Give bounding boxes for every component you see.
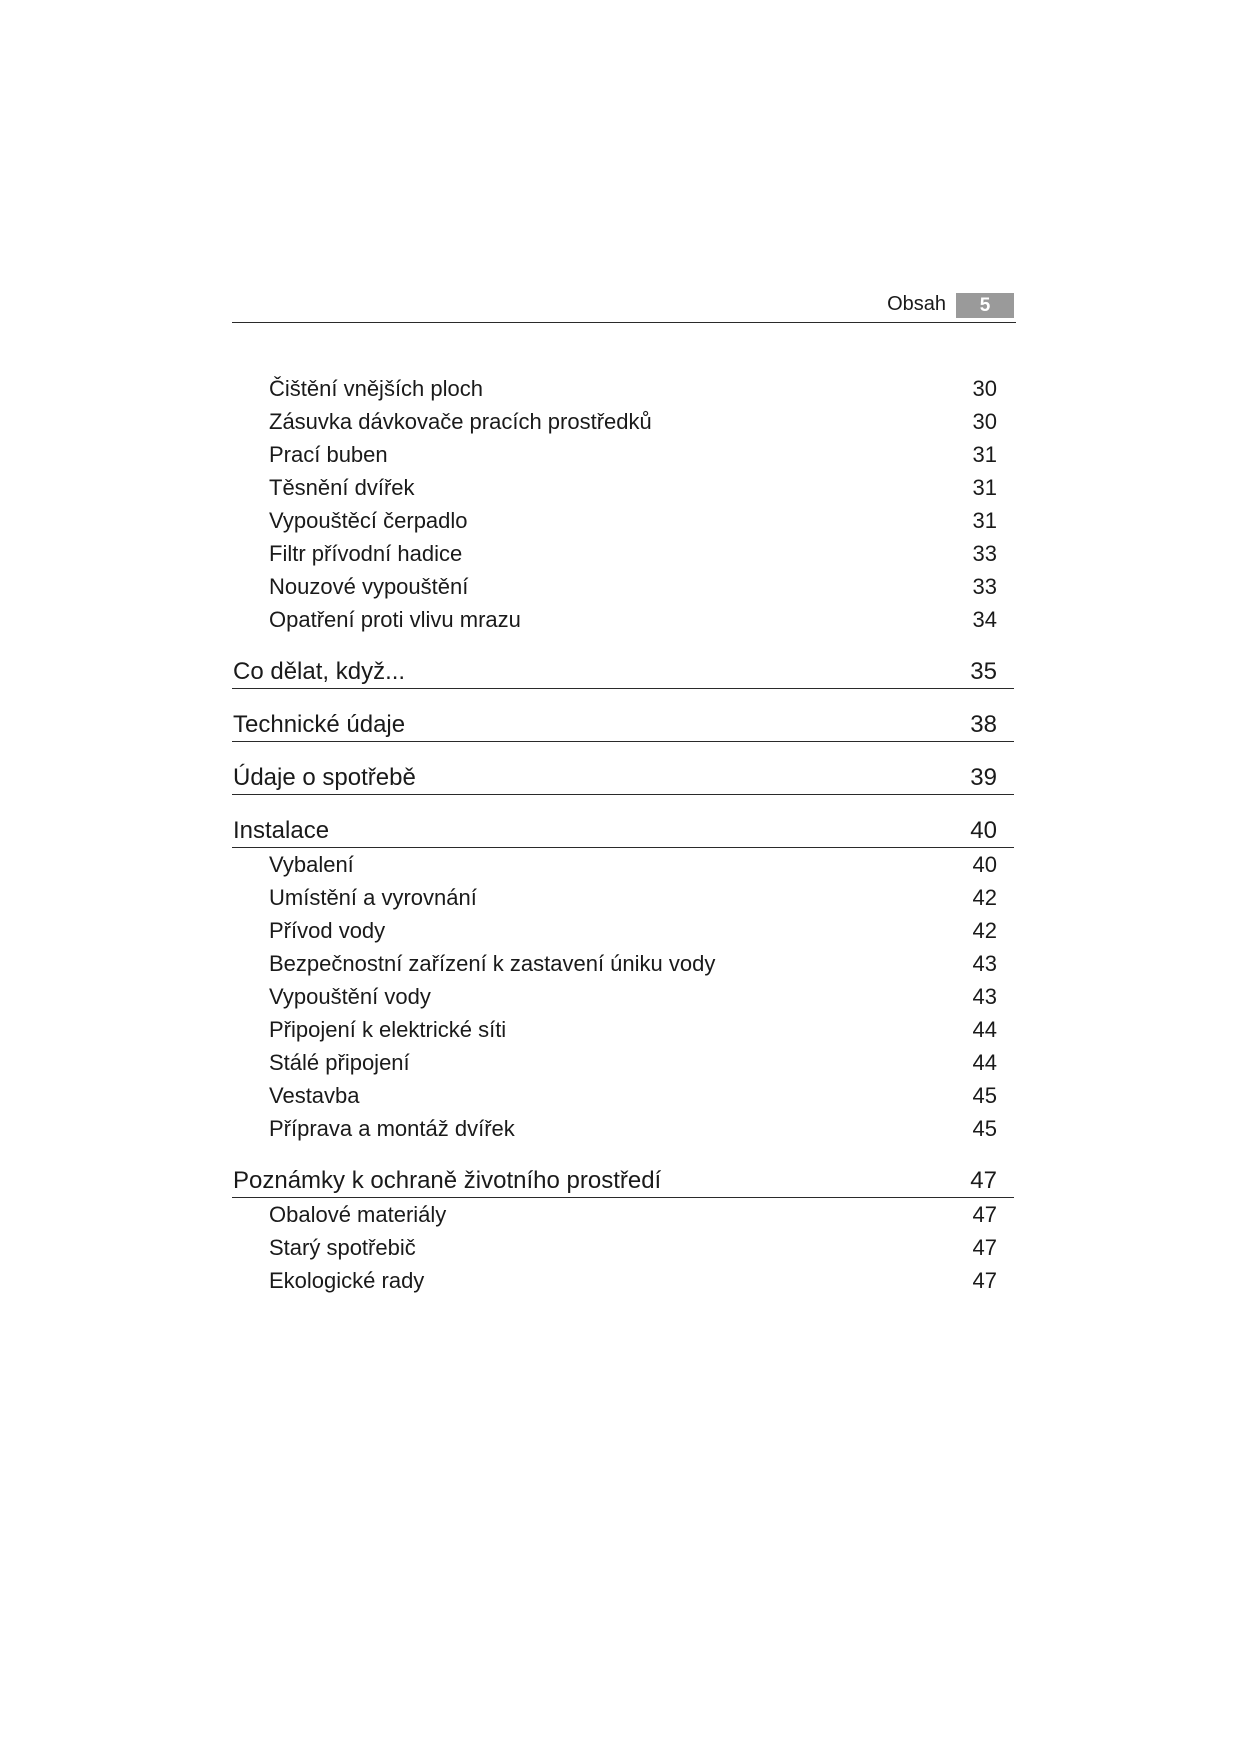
toc-entry-title: Prací buben [269,442,388,467]
toc-entry-page: 47 [972,1202,997,1227]
toc-entry[interactable] [232,1264,1014,1297]
toc-section-title: Co dělat, když... [233,658,406,685]
toc-entry-page: 34 [972,607,997,632]
toc-entry-title: Bezpečnostní zařízení k zastavení úniku vody [269,951,716,976]
toc-section-page: 35 [970,658,997,685]
toc-entry[interactable] [232,1198,1014,1231]
toc-section-page: 47 [970,1167,997,1194]
toc-entry-title: Umístění a vyrovnání [269,885,477,910]
toc-section-entries [232,1198,1014,1297]
toc-entry-page: 33 [972,574,997,599]
toc-entry-page: 43 [972,951,997,976]
table-of-contents [232,372,1014,1297]
toc-section-page: 40 [970,817,997,844]
toc-entry-title: Připojení k elektrické síti [269,1017,507,1042]
toc-entry[interactable] [232,914,1014,947]
toc-section-heading[interactable] [232,708,1014,742]
toc-section-title: Údaje o spotřebě [233,764,416,791]
toc-section-page: 38 [970,711,997,738]
toc-entry-title: Těsnění dvířek [269,475,415,500]
toc-section-heading[interactable] [232,814,1014,848]
toc-entry-page: 44 [972,1017,997,1042]
toc-entry-page: 40 [972,852,997,877]
toc-entry-title: Zásuvka dávkovače pracích prostředků [269,409,652,434]
toc-entry[interactable] [232,848,1014,881]
toc-section-entries [232,848,1014,1145]
toc-entry-title: Filtr přívodní hadice [269,541,463,566]
toc-entry[interactable] [232,1079,1014,1112]
toc-section-title: Poznámky k ochraně životního prostředí [233,1167,662,1194]
toc-intro-entries [232,372,1014,636]
toc-section-title: Instalace [233,817,330,844]
toc-entry[interactable] [232,980,1014,1013]
toc-entry-title: Vestavba [269,1083,360,1108]
toc-entry-title: Stálé připojení [269,1050,410,1075]
toc-entry-title: Obalové materiály [269,1202,447,1227]
toc-entry-title: Starý spotřebič [269,1235,416,1260]
toc-entry-title: Vybalení [269,852,354,877]
toc-entry-title: Příprava a montáž dvířek [269,1116,515,1141]
toc-entry[interactable] [232,537,1014,570]
toc-section-heading[interactable] [232,655,1014,689]
toc-section-heading[interactable] [232,1164,1014,1198]
toc-entry[interactable] [232,504,1014,537]
toc-entry-title: Vypouštěcí čerpadlo [269,508,468,533]
toc-entry-page: 45 [972,1083,997,1108]
toc-entry[interactable] [232,471,1014,504]
toc-entry[interactable] [232,881,1014,914]
page-header [232,288,1016,323]
toc-entry-title: Opatření proti vlivu mrazu [269,607,521,632]
toc-entry[interactable] [232,405,1014,438]
toc-section-heading[interactable] [232,761,1014,795]
toc-entry-page: 42 [972,885,997,910]
toc-entry[interactable] [232,603,1014,636]
toc-entry[interactable] [232,372,1014,405]
toc-entry-page: 30 [972,409,997,434]
toc-entry-page: 33 [972,541,997,566]
toc-entry-page: 31 [972,442,997,467]
toc-entry-page: 44 [972,1050,997,1075]
toc-entry-page: 42 [972,918,997,943]
toc-entry-title: Ekologické rady [269,1268,425,1293]
toc-section-page: 39 [970,764,997,791]
header-label: Obsah [887,293,946,315]
toc-entry-page: 31 [972,508,997,533]
toc-entry-title: Nouzové vypouštění [269,574,469,599]
toc-entry[interactable] [232,1013,1014,1046]
toc-entry[interactable] [232,1231,1014,1264]
toc-entry-page: 31 [972,475,997,500]
toc-entry[interactable] [232,570,1014,603]
toc-entry[interactable] [232,947,1014,980]
toc-entry[interactable] [232,1046,1014,1079]
toc-entry-page: 43 [972,984,997,1009]
page-number-badge: 5 [956,293,1014,318]
toc-entry-title: Čištění vnějších ploch [269,376,483,401]
toc-entry-title: Vypouštění vody [269,984,431,1009]
toc-entry[interactable] [232,1112,1014,1145]
toc-entry-page: 47 [972,1268,997,1293]
toc-entry-page: 45 [972,1116,997,1141]
toc-entry-page: 47 [972,1235,997,1260]
toc-entry-title: Přívod vody [269,918,386,943]
toc-section-title: Technické údaje [233,711,406,738]
toc-entry[interactable] [232,438,1014,471]
toc-entry-page: 30 [972,376,997,401]
